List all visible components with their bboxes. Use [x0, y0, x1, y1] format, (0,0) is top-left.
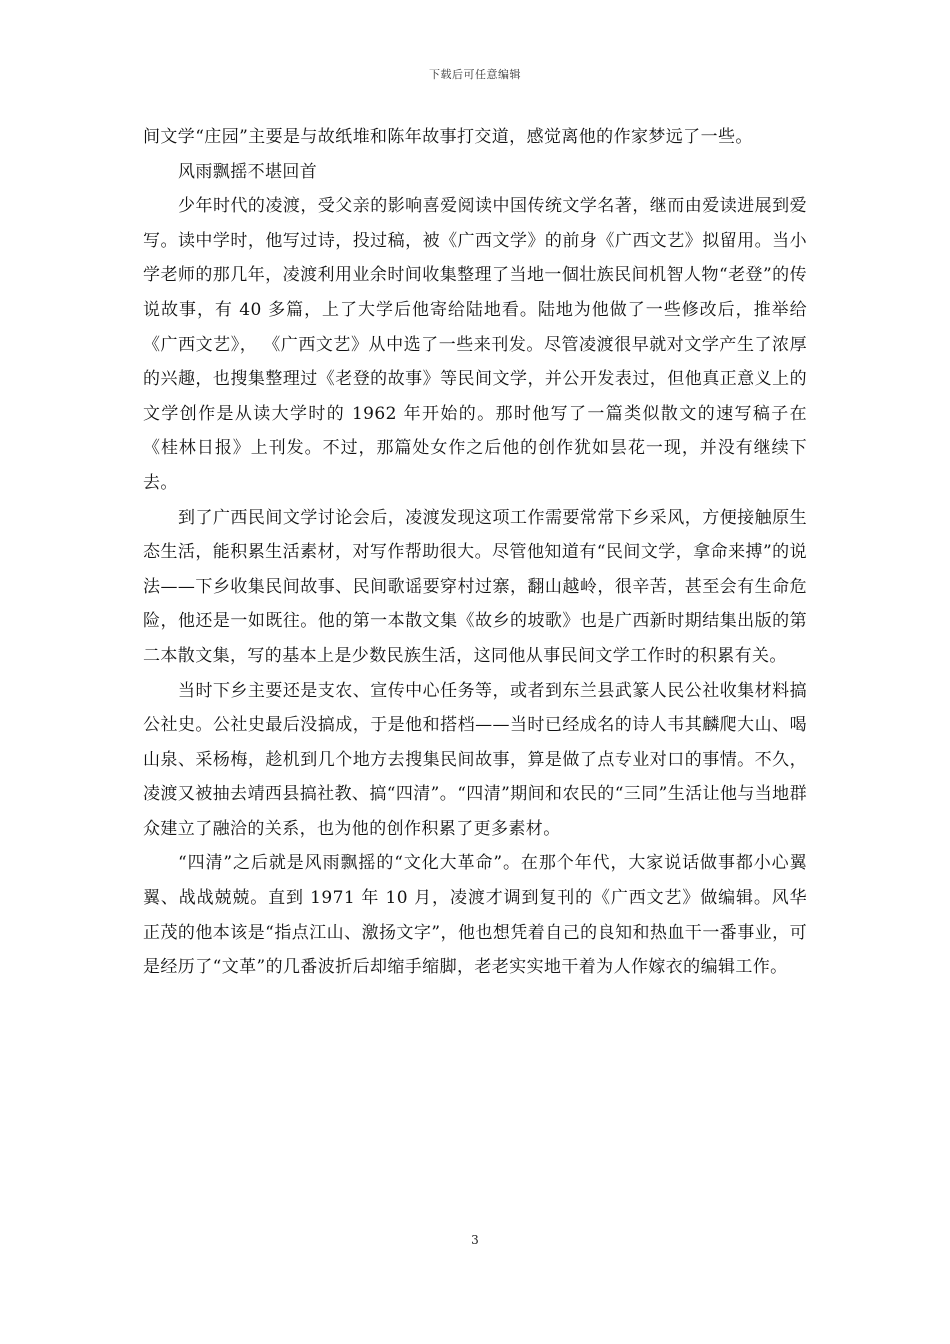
paragraph-continuation: 间文学“庄园”主要是与故纸堆和陈年故事打交道，感觉离他的作家梦远了一些。 [143, 127, 753, 147]
paragraph: “四清”之后就是风雨飘摇的“文化大革命”。在那个年代，大家说话做事都小心翼翼、战战兢兢。直到 1971 年 10 月，凌渡才调到复刊的《广西文艺》做编辑。风华正茂的他本该是“指点江山、激扬文字”，他也想凭着自己的良知和热血干一番事业，可是经历了“文革”的几番波折后却缩手缩脚，老老实实地干着为人作嫁衣的编辑工作。 [143, 853, 807, 978]
paragraph: 少年时代的凌渡，受父亲的影响喜爱阅读中国传统文学名著，继而由爱读进展到爱写。读中学时，他写过诗，投过稿，被《广西文学》的前身《广西文艺》拟留用。当小学老师的那几年，凌渡利用业余时间收集整理了当地一個壮族民间机智人物“老登”的传说故事，有 40 多篇，上了大学后他寄给陆地看。陆地为他做了一些修改后，推举给《广西文艺》， 《广西文艺》从中选了一些来刊发。尽管凌渡很早就对文学产生了浓厚的兴趣，也搜集整理过《老登的故事》等民间文学，并公开发表过，但他真正意义上的文学创作是从读大学时的 1962 年开始的。那时他写了一篇类似散文的速写稿子在《桂林日报》上刊发。不过，那篇处女作之后他的创作犹如昙花一现，并没有继续下去。 [143, 196, 807, 493]
page-header: 下载后可任意编辑 [429, 68, 521, 81]
document-body [143, 120, 807, 985]
paragraph: 当时下乡主要还是支农、宣传中心任务等，或者到东兰县武篆人民公社收集材料搞公社史。公社史最后没搞成，于是他和搭档——当时已经成名的诗人韦其麟爬大山、喝山泉、采杨梅，趁机到几个地方去搜集民间故事，算是做了点专业对口的事情。不久，凌渡又被抽去靖西县搞社教、搞“四清”。“四清”期间和农民的“三同”生活让他与当地群众建立了融洽的关系，也为他的创作积累了更多素材。 [143, 680, 807, 839]
section-heading: 风雨飘摇不堪回首 [178, 161, 318, 182]
paragraph: 到了广西民间文学讨论会后，凌渡发现这项工作需要常常下乡采风，方便接触原生态生活，能积累生活素材，对写作帮助很大。尽管他知道有“民间文学，拿命来搏”的说法——下乡收集民间故事、民间歌谣要穿村过寨，翻山越岭，很辛苦，甚至会有生命危险，他还是一如既往。他的第一本散文集《故乡的坡歌》也是广西新时期结集出版的第二本散文集，写的基本上是少数民族生活，这同他从事民间文学工作时的积累有关。 [143, 507, 807, 666]
page-number: 3 [471, 1233, 479, 1247]
